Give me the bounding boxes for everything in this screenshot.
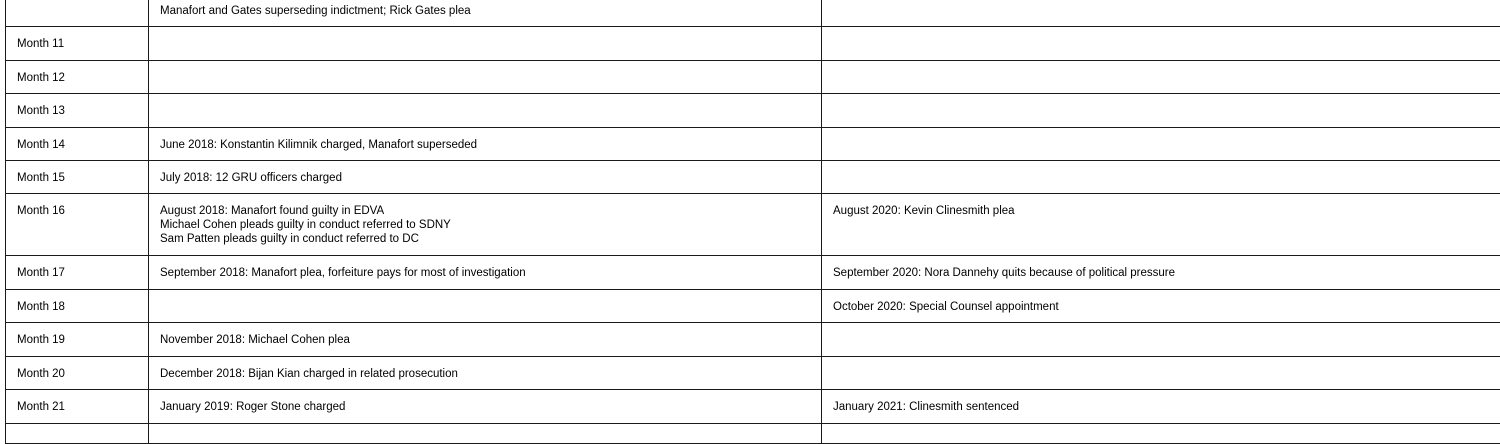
event-line: September 2018: Manafort plea, forfeiture pays for most of investigation xyxy=(160,266,812,280)
month-cell: Month 13 xyxy=(6,94,149,128)
event-cell-first-period xyxy=(149,357,822,390)
table-row xyxy=(6,357,1500,390)
month-cell: Month 20 xyxy=(6,357,149,390)
table-row xyxy=(6,27,1500,61)
event-cell-first-period xyxy=(149,94,822,128)
month-cell: Month 12 xyxy=(6,61,149,94)
event-line: January 2021: Clinesmith sentenced xyxy=(833,400,1491,414)
event-cell-second-period xyxy=(822,323,1500,357)
table-row xyxy=(6,0,1500,27)
table-row xyxy=(6,128,1500,161)
event-cell-second-period xyxy=(822,424,1500,444)
event-line: Manafort and Gates superseding indictment; Rick Gates plea xyxy=(160,4,812,18)
table-row xyxy=(6,61,1500,94)
table-row xyxy=(6,323,1500,357)
timeline-table xyxy=(5,0,1500,444)
table-row xyxy=(6,256,1500,290)
event-cell-first-period xyxy=(149,256,822,290)
month-cell: Month 21 xyxy=(6,390,149,424)
month-cell xyxy=(6,424,149,444)
month-cell: Month 18 xyxy=(6,290,149,323)
month-cell xyxy=(6,0,149,27)
event-cell-first-period xyxy=(149,0,822,27)
event-cell-second-period xyxy=(822,94,1500,128)
event-cell-second-period xyxy=(822,161,1500,194)
event-cell-second-period xyxy=(822,290,1500,323)
event-cell-second-period xyxy=(822,357,1500,390)
event-cell-first-period xyxy=(149,128,822,161)
event-cell-first-period xyxy=(149,27,822,61)
event-cell-second-period xyxy=(822,128,1500,161)
table-row xyxy=(6,94,1500,128)
event-line: August 2018: Manafort found guilty in EDVA xyxy=(160,204,812,218)
event-line: January 2019: Roger Stone charged xyxy=(160,400,812,414)
event-cell-first-period xyxy=(149,61,822,94)
event-line: Sam Patten pleads guilty in conduct referred to DC xyxy=(160,232,812,246)
event-cell-first-period xyxy=(149,424,822,444)
event-line: August 2020: Kevin Clinesmith plea xyxy=(833,204,1491,218)
table-row xyxy=(6,161,1500,194)
month-cell: Month 16 xyxy=(6,194,149,256)
event-line: November 2018: Michael Cohen plea xyxy=(160,333,812,347)
month-cell: Month 11 xyxy=(6,27,149,61)
month-cell: Month 15 xyxy=(6,161,149,194)
event-line: July 2018: 12 GRU officers charged xyxy=(160,171,812,185)
table-row xyxy=(6,424,1500,444)
event-cell-first-period xyxy=(149,194,822,256)
event-cell-second-period xyxy=(822,390,1500,424)
event-line: December 2018: Bijan Kian charged in related prosecution xyxy=(160,367,812,381)
month-cell: Month 14 xyxy=(6,128,149,161)
event-cell-second-period xyxy=(822,61,1500,94)
event-cell-first-period xyxy=(149,323,822,357)
event-cell-second-period xyxy=(822,256,1500,290)
event-cell-first-period xyxy=(149,290,822,323)
table-row xyxy=(6,194,1500,256)
event-line: September 2020: Nora Dannehy quits because of political pressure xyxy=(833,266,1491,280)
event-cell-first-period xyxy=(149,390,822,424)
timeline-table-body xyxy=(6,0,1500,444)
event-cell-first-period xyxy=(149,161,822,194)
table-row xyxy=(6,390,1500,424)
event-line: Michael Cohen pleads guilty in conduct referred to SDNY xyxy=(160,218,812,232)
event-line: October 2020: Special Counsel appointment xyxy=(833,300,1491,314)
table-row xyxy=(6,290,1500,323)
event-cell-second-period xyxy=(822,194,1500,256)
month-cell: Month 17 xyxy=(6,256,149,290)
event-line: June 2018: Konstantin Kilimnik charged, Manafort superseded xyxy=(160,138,812,152)
month-cell: Month 19 xyxy=(6,323,149,357)
event-cell-second-period xyxy=(822,27,1500,61)
event-cell-second-period xyxy=(822,0,1500,27)
